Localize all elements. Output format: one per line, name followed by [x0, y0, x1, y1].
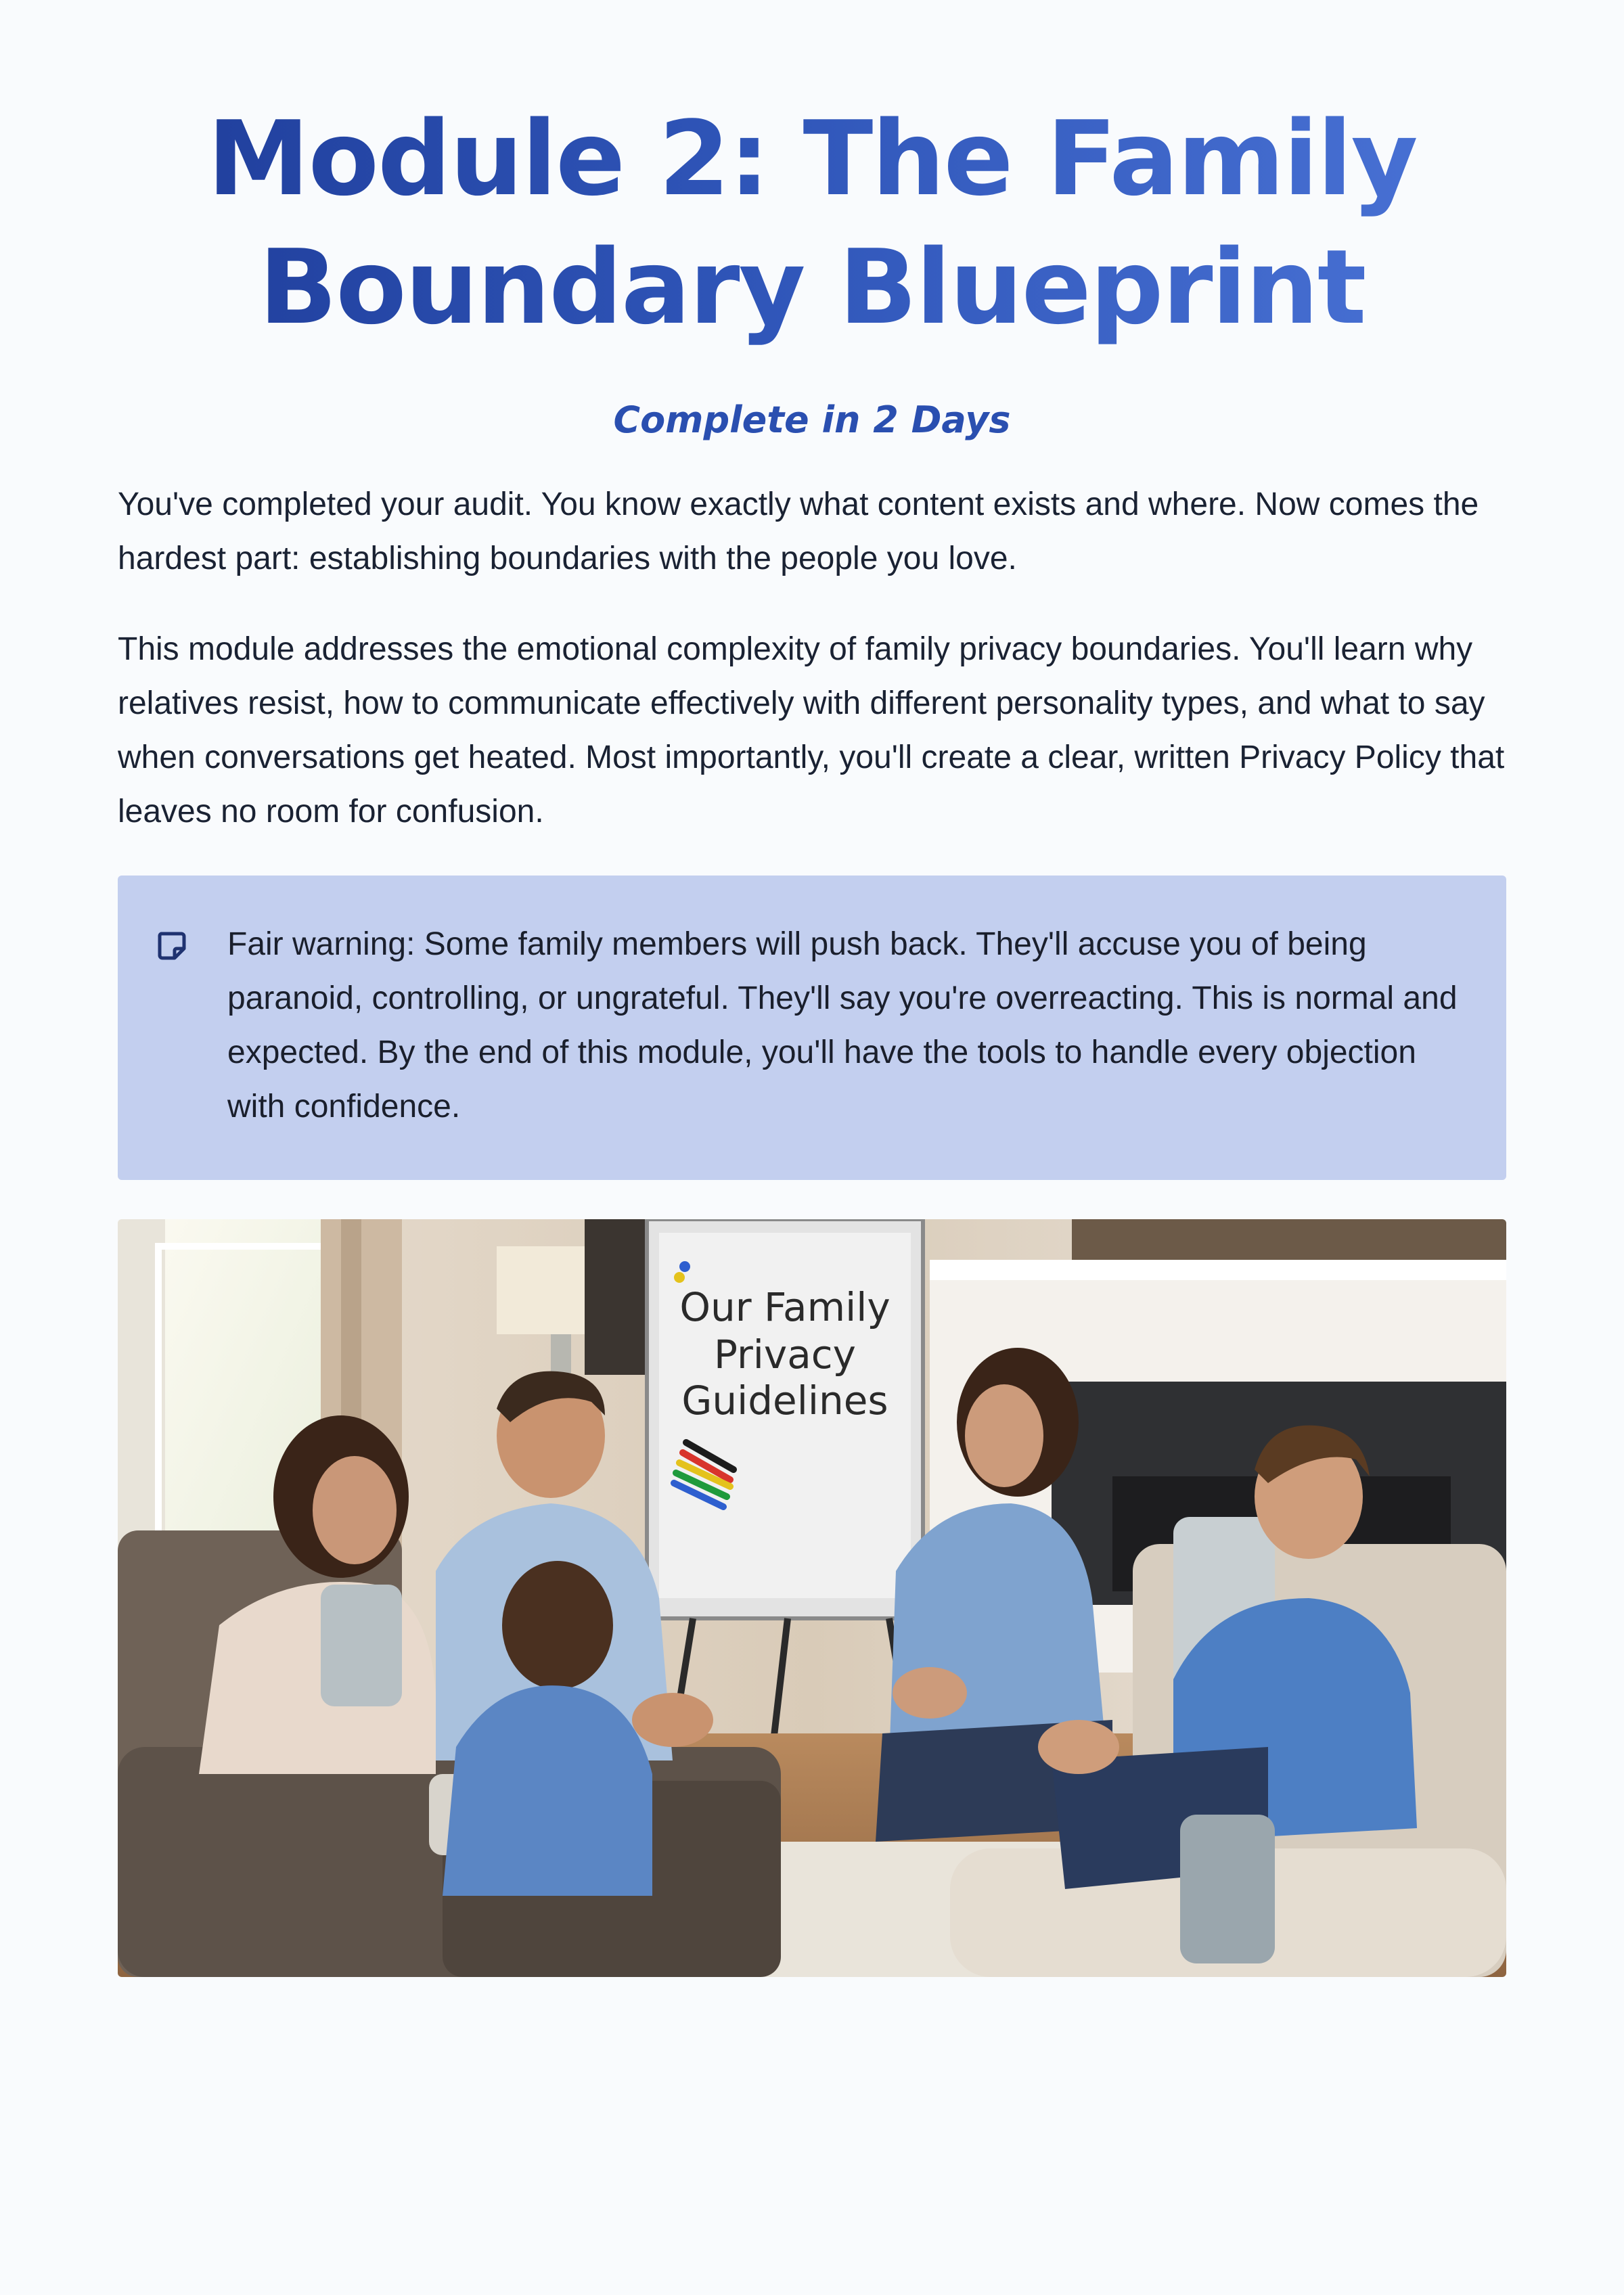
board-line-2: Privacy — [714, 1332, 856, 1378]
intro-paragraph: This module addresses the emotional complexity of family privacy boundaries. You'll learn why relatives resist, how to communicate effectively with different personality types, and what to say when conversations get heated. Most importantly, you'll create a clear, written Privacy Policy that leaves no room for confusion. — [118, 631, 1505, 830]
duration-subtitle: Complete in 2 Days — [613, 399, 1011, 441]
callout-text: Fair warning: Some family members will push back. They'll accuse you of being paranoid, controlling, or ungrateful. They'll say you're overreacting. This is normal and expected. By the end of this module, you'll have the tools to handle every objection with confidence. — [227, 926, 1458, 1124]
page — [118, 0, 1506, 1977]
board-line-1: Our Family — [679, 1284, 890, 1330]
page-title: Module 2: The Family Boundary Blueprint — [118, 95, 1506, 352]
note-icon — [156, 930, 188, 962]
warning-callout — [118, 876, 1506, 1180]
family-meeting-photo — [118, 1219, 1506, 1977]
intro-paragraph: You've completed your audit. You know exactly what content exists and where. Now comes the hardest part: establishing boundaries with the people you love. — [118, 486, 1479, 576]
board-line-3: Guidelines — [681, 1378, 888, 1424]
